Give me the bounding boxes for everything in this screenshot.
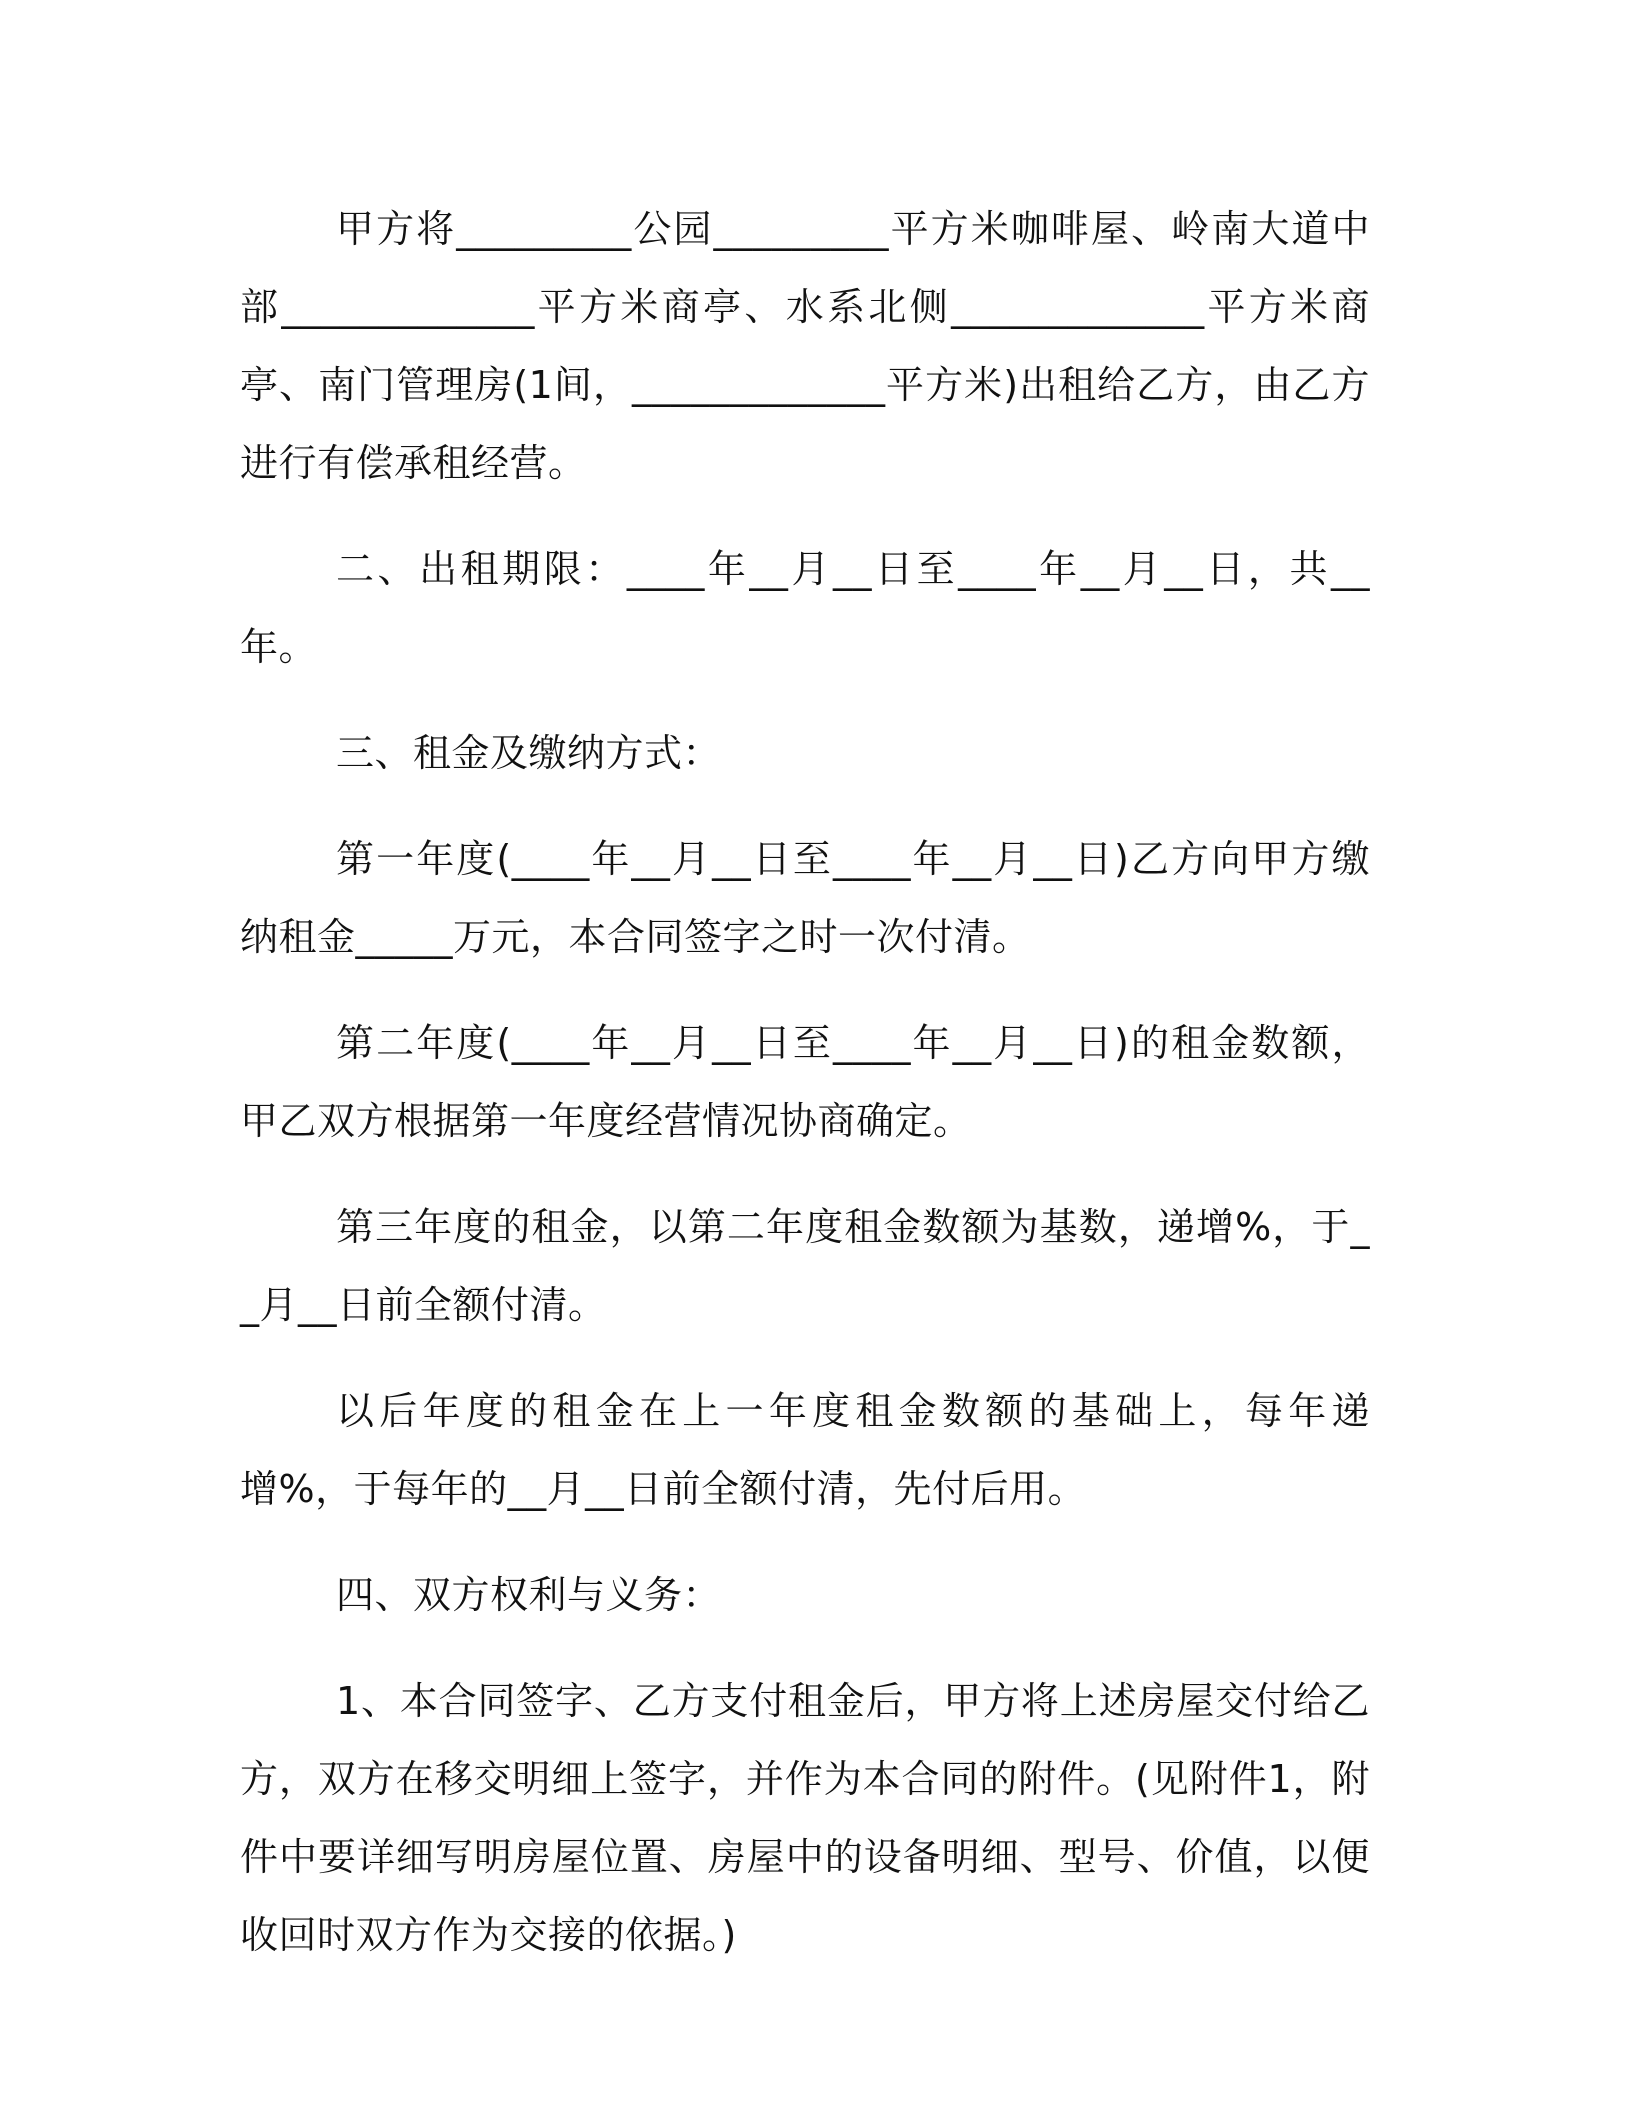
paragraph-lease-premises: 甲方将_________公园_________平方米咖啡屋、岭南大道中部_____________平方米商亭、水系北侧_____________平方米商亭、南门管理房(1间，_____________平方米)出租给乙方，由乙方进行有偿承租经营。 bbox=[240, 207, 1370, 485]
paragraph-gap bbox=[240, 976, 1370, 1004]
paragraph-gap bbox=[240, 502, 1370, 530]
paragraph-gap bbox=[240, 1634, 1370, 1662]
heading-rent-payment: 三、租金及缴纳方式： bbox=[336, 731, 722, 775]
paragraph-gap bbox=[240, 686, 1370, 714]
paragraph-gap bbox=[240, 1528, 1370, 1556]
paragraph-gap bbox=[240, 1344, 1370, 1372]
paragraph-gap bbox=[240, 792, 1370, 820]
heading-rights-obligations: 四、双方权利与义务： bbox=[336, 1573, 722, 1617]
document-page bbox=[240, 190, 1370, 1974]
paragraph-later-years-rent: 以后年度的租金在上一年度租金数额的基础上，每年递增%，于每年的__月__日前全额付清，先付后用。 bbox=[240, 1389, 1370, 1511]
paragraph-lease-term: 二、出租期限：____年__月__日至____年__月__日，共__年。 bbox=[240, 547, 1370, 669]
paragraph-first-year-rent: 第一年度(____年__月__日至____年__月__日)乙方向甲方缴纳租金_____万元，本合同签字之时一次付清。 bbox=[240, 837, 1370, 959]
paragraph-clause-1: 1、本合同签字、乙方支付租金后，甲方将上述房屋交付给乙方，双方在移交明细上签字，并作为本合同的附件。(见附件1，附件中要详细写明房屋位置、房屋中的设备明细、型号、价值，以便收回时双方作为交接的依据。) bbox=[240, 1679, 1370, 1957]
paragraph-gap bbox=[240, 1160, 1370, 1188]
paragraph-second-year-rent: 第二年度(____年__月__日至____年__月__日)的租金数额，甲乙双方根据第一年度经营情况协商确定。 bbox=[240, 1021, 1370, 1143]
paragraph-third-year-rent: 第三年度的租金，以第二年度租金数额为基数，递增%，于__月__日前全额付清。 bbox=[240, 1205, 1370, 1327]
